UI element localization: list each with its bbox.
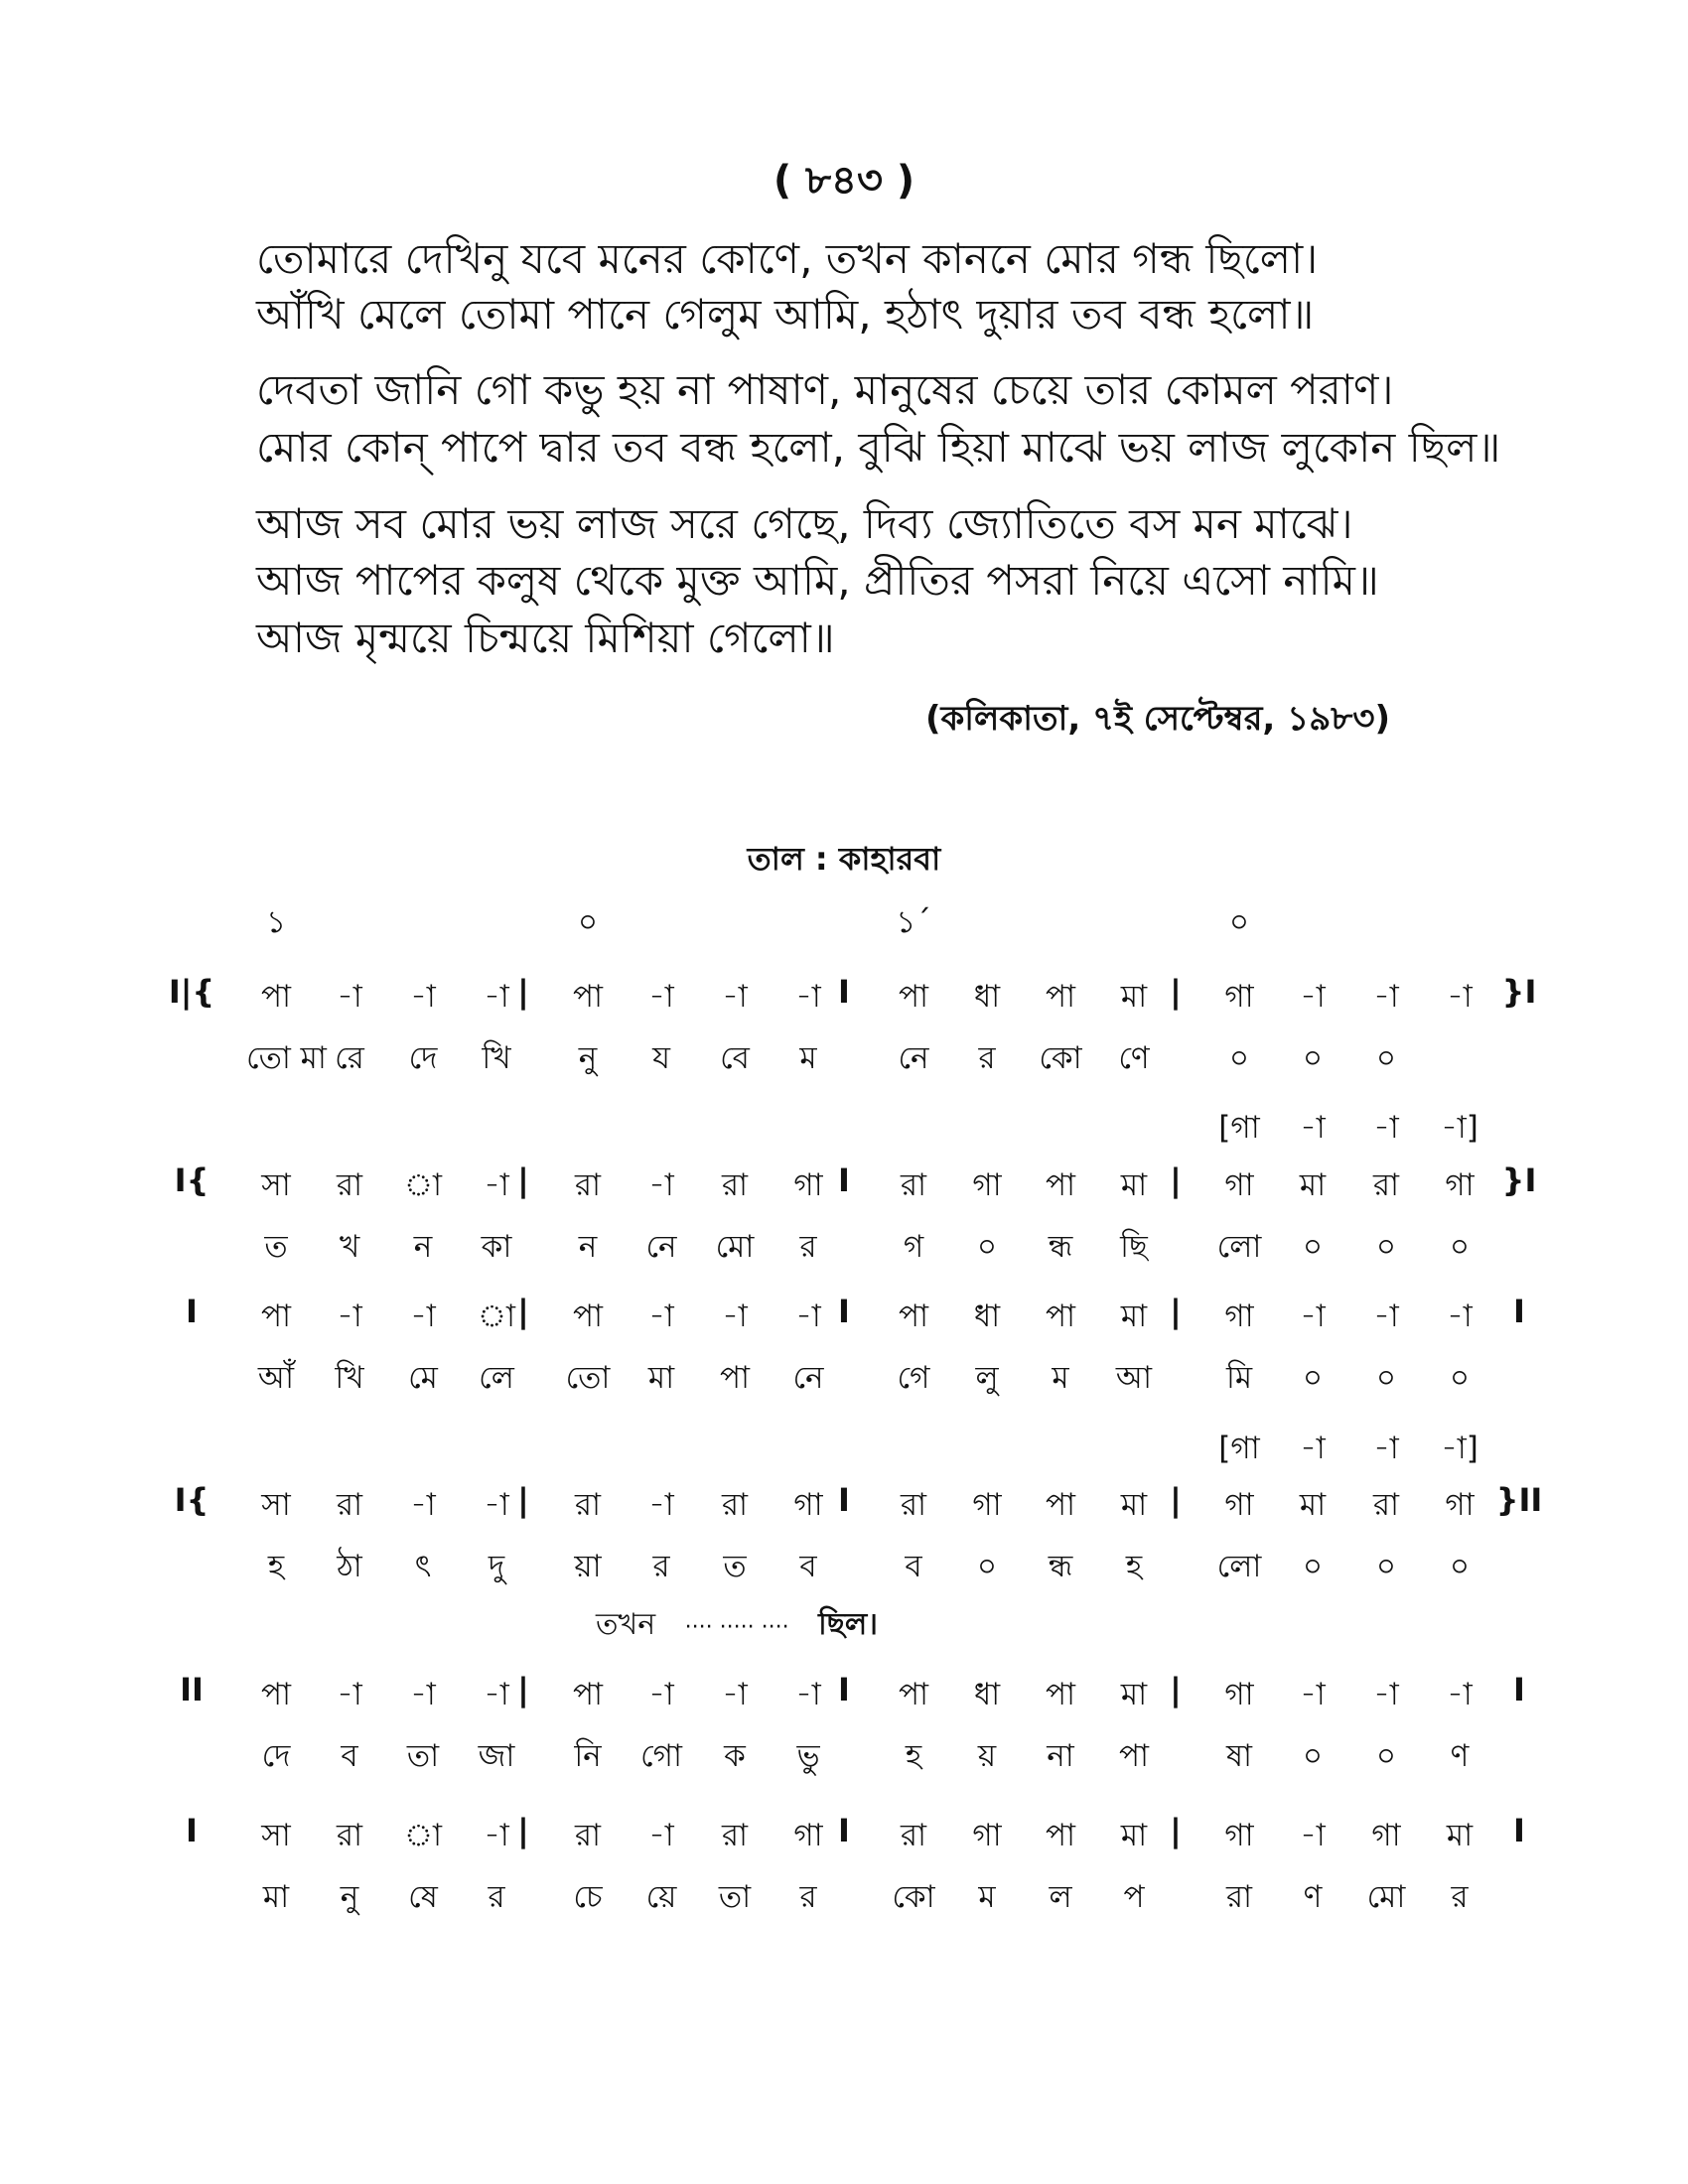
lyric-syllable: ০: [1302, 1549, 1324, 1584]
note: রা: [1372, 1167, 1400, 1203]
note: -া: [648, 1167, 674, 1203]
note: মা: [1299, 1167, 1327, 1203]
bar: |: [1170, 1293, 1182, 1330]
heavy-bar: I: [838, 1481, 850, 1519]
note: -া: [337, 1677, 362, 1712]
lyric-syllable: ব: [799, 1549, 817, 1584]
beat-mark: ০: [577, 904, 599, 940]
note: রা: [574, 1818, 602, 1853]
bar: |: [517, 1671, 529, 1708]
lyric-syllable: ণ: [1450, 1738, 1470, 1774]
note: ধা: [973, 1298, 1001, 1334]
note: -া: [1373, 979, 1399, 1015]
note: পা: [572, 1677, 604, 1712]
lyric-syllable: ষে: [408, 1879, 438, 1915]
lyric-syllable: ব: [905, 1549, 922, 1584]
lyric-syllable: ত: [723, 1549, 747, 1584]
lyric-syllable: হ: [267, 1549, 285, 1584]
lyric-syllable: দু: [488, 1549, 505, 1584]
heavy-bar: I: [838, 1293, 850, 1330]
row-end-mark: I: [1513, 1812, 1525, 1849]
note: -া: [484, 1487, 509, 1523]
lyric-syllable: গো: [640, 1738, 682, 1774]
lyric-syllable: লে: [479, 1360, 514, 1396]
lyric-syllable: মা: [647, 1360, 675, 1396]
note: -া: [484, 1818, 509, 1853]
lyric-syllable: মে: [408, 1360, 438, 1396]
note: মা: [1299, 1487, 1327, 1523]
lyric-syllable: ম: [1052, 1360, 1069, 1396]
row-start-mark: I: [186, 1293, 198, 1330]
bar: |: [1170, 1671, 1182, 1708]
heavy-bar: I: [838, 1812, 850, 1849]
note: গা: [1224, 1167, 1254, 1203]
lyric-syllable: লো: [1216, 1549, 1262, 1584]
lyric-syllable: খ: [339, 1229, 360, 1265]
lyric-syllable: য়ে: [645, 1879, 677, 1915]
note: ধা: [973, 979, 1001, 1015]
note: -া: [722, 1677, 748, 1712]
note: গা: [1224, 1818, 1254, 1853]
lyric-syllable: য়: [977, 1738, 997, 1774]
lyric-syllable: রে: [335, 1040, 364, 1076]
lyric-syllable: ০: [1375, 1549, 1397, 1584]
bar: |: [517, 1481, 529, 1519]
note: মা: [1120, 1818, 1148, 1853]
lyric-syllable: ০: [976, 1549, 998, 1584]
lyric-syllable: কা: [481, 1229, 512, 1265]
note: রা: [721, 1167, 749, 1203]
note: পা: [898, 1298, 929, 1334]
lyric-syllable: মি: [1225, 1360, 1253, 1396]
note: া: [403, 1818, 442, 1853]
lyric-syllable: কো: [1039, 1040, 1082, 1076]
lyric-syllable: ০: [1302, 1738, 1324, 1774]
lyric-syllable: নে: [898, 1040, 929, 1076]
lyric-syllable: তা: [406, 1738, 440, 1774]
lyric-syllable: মো: [1366, 1879, 1406, 1915]
note: গা: [793, 1167, 823, 1203]
note: পা: [260, 979, 292, 1015]
lyric-syllable: ০: [1375, 1229, 1397, 1265]
note: মা: [1120, 1167, 1148, 1203]
lyric-syllable: জা: [478, 1738, 515, 1774]
note: -া: [1447, 979, 1473, 1015]
note: পা: [1045, 979, 1076, 1015]
alt-note: -া: [1300, 1110, 1326, 1146]
lyric-syllable: ০: [1228, 1040, 1250, 1076]
lyric-syllable: ০: [1302, 1360, 1324, 1396]
row-start-mark: I{: [174, 1481, 210, 1519]
bar: |: [1170, 973, 1182, 1011]
note: পা: [1045, 1298, 1076, 1334]
lyric-syllable: ০: [1375, 1738, 1397, 1774]
alt-note: -া: [1373, 1110, 1399, 1146]
row-start-mark: I{: [174, 1161, 210, 1199]
note: -া: [648, 1818, 674, 1853]
lyric-syllable: ল: [1049, 1879, 1072, 1915]
lyric-syllable: ন: [413, 1229, 433, 1265]
note: গা: [1371, 1818, 1401, 1853]
note: -া: [1300, 1677, 1326, 1712]
row-end-mark: }I: [1501, 1161, 1537, 1199]
note: -া: [795, 979, 821, 1015]
note: গা: [1445, 1167, 1475, 1203]
page-number: ( ৮৪৩ ): [773, 158, 915, 204]
note: -া: [410, 979, 436, 1015]
note: পা: [1045, 1818, 1076, 1853]
heavy-bar: I: [838, 973, 850, 1011]
note: -া: [722, 979, 748, 1015]
lyric-syllable: নু: [340, 1879, 359, 1915]
lyric-syllable: ব: [341, 1738, 358, 1774]
lyric-syllable: হ: [905, 1738, 922, 1774]
beat-mark: ১´: [896, 904, 931, 940]
note: গা: [793, 1487, 823, 1523]
note: গা: [1445, 1487, 1475, 1523]
lyric-syllable: ভু: [796, 1738, 820, 1774]
lyric-syllable: মো: [715, 1229, 755, 1265]
bar: |: [517, 1161, 529, 1199]
poem-line-4: মোর কোন্ পাপে দ্বার তব বন্ধ হলো, বুঝি হিয়া মাঝে ভয় লাজ লুকোন ছিল॥: [256, 423, 1501, 472]
note: -া: [648, 1677, 674, 1712]
note: মা: [1120, 1677, 1148, 1712]
note: রা: [336, 1487, 363, 1523]
note: পা: [572, 1298, 604, 1334]
note: -া: [1300, 1818, 1326, 1853]
lyric-syllable: দে: [261, 1738, 291, 1774]
note: গা: [1224, 1677, 1254, 1712]
lyric-syllable: রা: [1225, 1879, 1253, 1915]
lyric-syllable: ৎ: [414, 1549, 432, 1584]
return-note: [596, 1600, 878, 1651]
note: সা: [261, 1167, 291, 1203]
lyric-syllable: পা: [1118, 1738, 1150, 1774]
note: -া: [484, 979, 509, 1015]
lyric-syllable: র: [488, 1879, 505, 1915]
note: সা: [261, 1818, 291, 1853]
poem-line-3: দেবতা জানি গো কভু হয় না পাষাণ, মানুষের চেয়ে তার কোমল পরাণ।: [256, 365, 1394, 414]
lyric-syllable: ০: [1449, 1229, 1471, 1265]
lyric-syllable: ০: [1375, 1360, 1397, 1396]
lyric-syllable: গে: [897, 1360, 930, 1396]
lyric-syllable: ম: [978, 1879, 996, 1915]
note: গা: [1224, 1487, 1254, 1523]
row-end-mark: }II: [1495, 1481, 1543, 1519]
lyric-syllable: য়া: [574, 1549, 602, 1584]
note: পা: [1045, 1167, 1076, 1203]
note: মা: [1120, 979, 1148, 1015]
lyric-syllable: কো: [892, 1879, 935, 1915]
row-start-mark: II: [180, 1671, 204, 1708]
lyric-syllable: তো মা: [246, 1040, 327, 1076]
lyric-syllable: নি: [574, 1738, 602, 1774]
lyric-syllable: য: [652, 1040, 670, 1076]
lyric-syllable: ষা: [1225, 1738, 1253, 1774]
note: মা: [1120, 1298, 1148, 1334]
lyric-syllable: ০: [1375, 1040, 1397, 1076]
lyric-syllable: নু: [578, 1040, 598, 1076]
return-note-start: তখন: [596, 1607, 656, 1642]
note: গা: [972, 1167, 1002, 1203]
note: -া: [722, 1298, 748, 1334]
note: -া: [795, 1677, 821, 1712]
bar: |: [1170, 1161, 1182, 1199]
tala-title: তাল : কাহারবা: [747, 840, 941, 878]
note: -া: [1300, 979, 1326, 1015]
lyric-syllable: না: [1047, 1738, 1074, 1774]
lyric-syllable: বে: [720, 1040, 750, 1076]
lyric-syllable: নে: [645, 1229, 677, 1265]
lyric-syllable: ত: [264, 1229, 288, 1265]
beat-mark: ১: [265, 904, 287, 940]
note: রা: [721, 1818, 749, 1853]
note: পা: [260, 1677, 292, 1712]
note: -া: [1373, 1298, 1399, 1334]
note: -া: [1447, 1677, 1473, 1712]
note: মা: [1120, 1487, 1148, 1523]
note: রা: [721, 1487, 749, 1523]
lyric-syllable: দে: [408, 1040, 438, 1076]
note: -া: [648, 1298, 674, 1334]
note: পা: [1045, 1677, 1076, 1712]
note: রা: [900, 1487, 927, 1523]
return-note-end: ছিল।: [818, 1607, 878, 1642]
lyric-syllable: পা: [719, 1360, 751, 1396]
lyric-syllable: ন: [578, 1229, 598, 1265]
lyric-syllable: মা: [262, 1879, 290, 1915]
lyric-syllable: ণ: [1303, 1879, 1323, 1915]
note: -া: [337, 1298, 362, 1334]
note: রা: [574, 1487, 602, 1523]
note: গা: [1224, 1298, 1254, 1334]
lyric-syllable: গ: [903, 1229, 924, 1265]
lyric-syllable: তো: [565, 1360, 611, 1396]
note: গা: [972, 1487, 1002, 1523]
dateline: (কলিকাতা, ৭ই সেপ্টেম্বর, ১৯৮৩): [924, 699, 1390, 739]
bar: |: [1170, 1812, 1182, 1849]
lyric-syllable: ছি: [1120, 1229, 1148, 1265]
note: পা: [260, 1298, 292, 1334]
lyric-syllable: র: [799, 1879, 817, 1915]
poem-line-7: আজ মৃন্ময়ে চিন্ময়ে মিশিয়া গেলো॥: [256, 614, 835, 662]
note: রা: [574, 1167, 602, 1203]
lyric-syllable: ন্ধ: [1048, 1549, 1073, 1584]
note: গা: [1224, 979, 1254, 1015]
lyric-syllable: ঠা: [337, 1549, 362, 1584]
row-start-mark: I: [186, 1812, 198, 1849]
note: -া: [410, 1298, 436, 1334]
lyric-syllable: ক: [724, 1738, 746, 1774]
row-end-mark: I: [1513, 1293, 1525, 1330]
lyric-syllable: ০: [1449, 1549, 1471, 1584]
poem-line-5: আজ সব মোর ভয় লাজ সরে গেছে, দিব্য জ্যোতিতে বস মন মাঝে।: [256, 499, 1353, 548]
beat-mark: ০: [1228, 904, 1250, 940]
note: -া: [795, 1298, 821, 1334]
lyric-syllable: তা: [718, 1879, 752, 1915]
lyric-syllable: ০: [1302, 1040, 1324, 1076]
note: -া: [1373, 1677, 1399, 1712]
row-start-mark: I|{: [168, 973, 215, 1011]
lyric-syllable: র: [1451, 1879, 1469, 1915]
note: -া: [1300, 1298, 1326, 1334]
note: ধা: [973, 1677, 1001, 1712]
poem-line-6: আজ পাপের কলুষ থেকে মুক্ত আমি, প্রীতির পসরা নিয়ে এসো নামি॥: [256, 556, 1379, 605]
note: রা: [900, 1818, 927, 1853]
lyric-syllable: খি: [335, 1360, 364, 1396]
lyric-syllable: র: [978, 1040, 996, 1076]
return-note-dots: ···· ····· ····: [684, 1615, 789, 1640]
lyric-syllable: র: [652, 1549, 670, 1584]
lyric-syllable: ন্ধ: [1048, 1229, 1073, 1265]
bar: |: [517, 1812, 529, 1849]
alt-note: -া: [1300, 1431, 1326, 1466]
bar: |: [517, 973, 529, 1011]
note: পা: [1045, 1487, 1076, 1523]
bar: |: [517, 1293, 529, 1330]
lyric-syllable: লো: [1216, 1229, 1262, 1265]
lyric-syllable: প: [1123, 1879, 1145, 1915]
note: গা: [972, 1818, 1002, 1853]
poem-line-2: আঁখি মেলে তোমা পানে গেলুম আমি, হঠাৎ দুয়ার তব বন্ধ হলো॥: [256, 290, 1315, 339]
heavy-bar: I: [838, 1671, 850, 1708]
note: রা: [336, 1167, 363, 1203]
lyric-syllable: ম: [799, 1040, 817, 1076]
note: সা: [261, 1487, 291, 1523]
note: পা: [572, 979, 604, 1015]
note: -া: [484, 1677, 509, 1712]
note: গা: [793, 1818, 823, 1853]
alt-note: -া]: [1441, 1431, 1478, 1466]
lyric-syllable: চে: [573, 1879, 603, 1915]
lyric-syllable: ০: [1449, 1360, 1471, 1396]
note: পা: [898, 979, 929, 1015]
note: মা: [1446, 1818, 1474, 1853]
note: -া: [410, 1487, 436, 1523]
lyric-syllable: লু: [975, 1360, 999, 1396]
lyric-syllable: ০: [976, 1229, 998, 1265]
poem-line-1: তোমারে দেখিনু যবে মনের কোণে, তখন কাননে মোর গন্ধ ছিলো।: [256, 234, 1319, 283]
note: পা: [898, 1677, 929, 1712]
alt-note: [গা: [1218, 1110, 1260, 1146]
lyric-syllable: হ: [1125, 1549, 1143, 1584]
note: -া: [337, 979, 362, 1015]
note: -া: [484, 1167, 509, 1203]
note: রা: [900, 1167, 927, 1203]
lyric-syllable: র: [799, 1229, 817, 1265]
note: রা: [336, 1818, 363, 1853]
heavy-bar: I: [838, 1161, 850, 1199]
note: া: [477, 1298, 515, 1334]
note: -া: [648, 1487, 674, 1523]
row-end-mark: I: [1513, 1671, 1525, 1708]
lyric-syllable: নে: [792, 1360, 824, 1396]
lyric-syllable: আ: [1115, 1360, 1153, 1396]
lyric-syllable: ০: [1302, 1229, 1324, 1265]
note: রা: [1372, 1487, 1400, 1523]
lyric-syllable: ণে: [1118, 1040, 1150, 1076]
note: -া: [410, 1677, 436, 1712]
row-end-mark: }I: [1501, 973, 1537, 1011]
lyric-syllable: আঁ: [257, 1360, 295, 1396]
note: -া: [648, 979, 674, 1015]
note: া: [403, 1167, 442, 1203]
alt-note: -া: [1373, 1431, 1399, 1466]
alt-note: -া]: [1441, 1110, 1478, 1146]
note: -া: [1447, 1298, 1473, 1334]
bar: |: [1170, 1481, 1182, 1519]
lyric-syllable: খি: [482, 1040, 511, 1076]
alt-note: [গা: [1218, 1431, 1260, 1466]
